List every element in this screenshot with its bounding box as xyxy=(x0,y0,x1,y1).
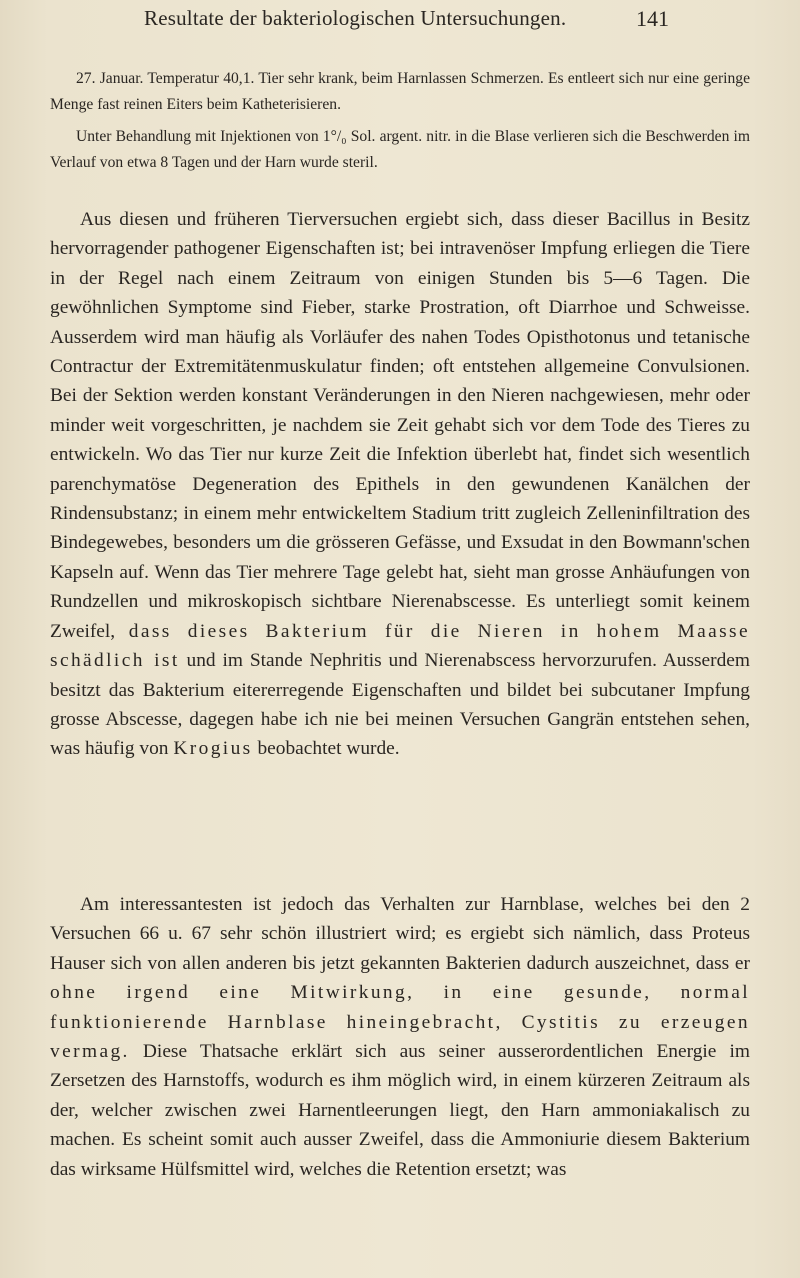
case-note-paragraph xyxy=(50,66,750,118)
results-text xyxy=(50,205,750,764)
bladder-text xyxy=(50,890,750,1184)
results-paragraph xyxy=(50,205,750,764)
case-note-text: 27. Januar. Temperatur 40,1. Tier sehr krank, beim Harnlassen Schmerzen. Es entleert sich nur eine geringe Menge fast reinen Eiters beim Katheterisieren. xyxy=(50,70,750,113)
page-header xyxy=(0,6,800,34)
results-text-part-1: Aus diesen und früheren Tierversuchen ergiebt sich, dass dieser Bacillus in Besitz hervorragender pathogener Eigenschaften ist; bei intravenöser Impfung erliegen die Tiere in der Regel nach einem Zeitraum von einigen Stunden bis 5—6 Tagen. Die gewöhnlichen Symptome sind Fieber, starke Prostration, oft Diarrhoe und Schweisse. Ausserdem wird man häufig als Vorläufer des nahen Todes Opisthotonus und tetanische Contractur der Extremitätenmuskulatur finden; oft entstehen allgemeine Convulsionen. Bei der Sektion werden konstant Veränderungen in den Nieren nachgewiesen, mehr oder minder weit vorgeschritten, je nachdem sie Zeit gehabt sich vor dem Tode des Tieres zu entwickeln. Wo das Tier nur kurze Zeit die Infektion überlebt hat, findet sich wesentlich parenchymatöse Degeneration des Epithels in den gewundenen Kanälchen der Rindensubstanz; in einem mehr entwickeltem Stadium tritt zugleich Zelleninfiltration des Bindegewebes, besonders um die grösseren Gefässe, und Exsudat in den Bowmann'schen Kapseln auf. Wenn das Tier mehrere Tage gelebt hat, sieht man grosse Anhäufungen von Rundzellen und mikroskopisch sichtbare Nierenabscesse. Es unterliegt somit keinem Zweifel, xyxy=(50,209,750,642)
treatment-text: Unter Behandlung mit Injektionen von 1°/₀ Sol. argent. nitr. in die Blase verlieren sich die Beschwerden im Verlauf von etwa 8 Tagen und der Harn wurde steril. xyxy=(50,128,750,171)
bladder-text-part-2: Diese Thatsache erklärt sich aus seiner ausserordentlichen Energie im Zersetzen des Harnstoffs, wodurch es ihm möglich wird, in einem kürzeren Zeitraum als der, welcher zwischen zwei Harnentleerungen liegt, den Harn ammoniakalisch zu machen. Es scheint somit auch ausser Zweifel, dass die Ammoniurie diesem Bakterium das wirksame Hülfsmittel wird, welches die Retention ersetzt; was xyxy=(50,1041,750,1180)
treatment-paragraph xyxy=(50,124,750,176)
author-name-krogius: Krogius xyxy=(173,738,253,760)
bladder-text-part-1: Am interessantesten ist jedoch das Verhalten zur Harnblase, welches bei den 2 Versuchen 66 u. 67 sehr schön illustriert wird; es ergiebt sich nämlich, dass Proteus Hauser sich von allen anderen bis jetzt gekannten Bakterien dadurch auszeichnet, dass er xyxy=(50,894,750,974)
running-title: Resultate der bakteriologischen Untersuchungen. xyxy=(144,6,567,30)
bladder-paragraph xyxy=(50,890,750,1184)
bladder-emphasis: ohne irgend eine Mitwirkung, in eine gesunde, normal funktionierende Harnblase hineingebracht, Cystitis zu erzeugen vermag. xyxy=(50,982,750,1063)
results-text-part-3: beobachtet wurde. xyxy=(257,738,400,760)
results-emphasis-1: dass dieses Bakterium für die Nieren in hohem Maasse schädlich ist xyxy=(50,620,751,672)
page-number: 141 xyxy=(636,6,669,31)
results-text-part-2: und im Stande Nephritis und Nierenabscess hervorzurufen. Ausserdem besitzt das Bakterium eitererregende Eigenschaften und bildet bei subcutaner Impfung grosse Abscesse, dagegen habe ich nie bei meinen Versuchen Gangrän entstehen sehen, was häufig von xyxy=(50,650,750,760)
